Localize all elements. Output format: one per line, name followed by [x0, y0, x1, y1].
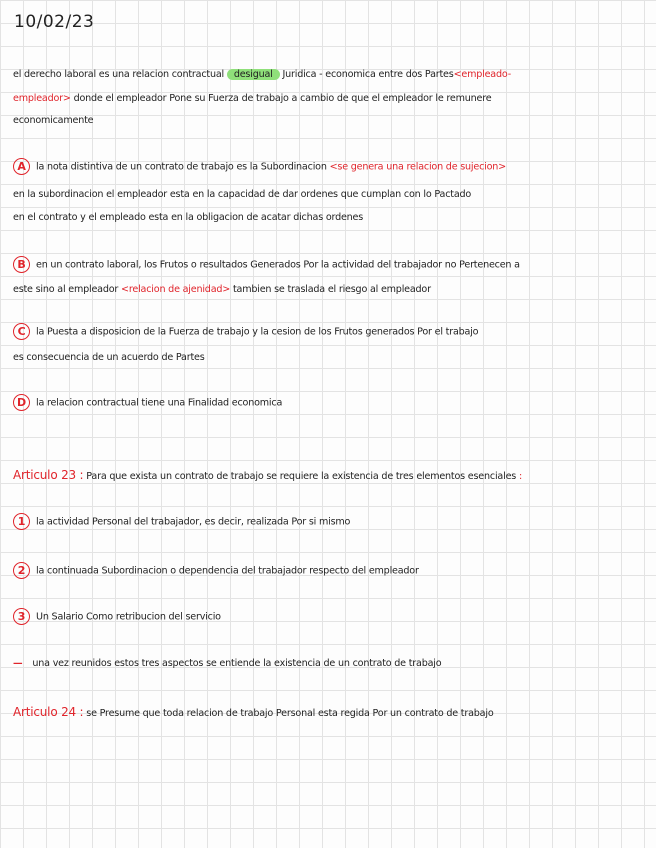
point-text: la Puesta a disposicion de la Fuerza de trabajo y la cesion de los Frutos generados Por el trabajo	[36, 326, 479, 338]
element-text: Un Salario Como retribucion del servicio	[36, 611, 221, 623]
point-text: la relacion contractual tiene una Finalidad economica	[36, 397, 283, 409]
number-badge-2: 2	[13, 562, 30, 579]
point-a-line-2	[13, 186, 645, 203]
summary-line	[13, 655, 645, 672]
highlighted-word: desigual	[227, 69, 280, 80]
element-text: la actividad Personal del trabajador, es decir, realizada Por si mismo	[36, 516, 351, 528]
element-item-1	[13, 513, 645, 531]
article-24-title: Articulo 24 :	[13, 705, 84, 719]
number-badge-3: 3	[13, 608, 30, 625]
note-date: 10/02/23	[14, 12, 95, 32]
point-text: es consecuencia de un acuerdo de Partes	[13, 352, 205, 363]
point-bracket-text: <se genera una relacion de sujecion>	[329, 161, 507, 173]
point-text: en el contrato y el empleado esta en la obligacion de acatar dichas ordenes	[13, 212, 364, 223]
summary-text: una vez reunidos estos tres aspectos se entiende la existencia de un contrato de trabajo	[32, 658, 442, 669]
point-text: en un contrato laboral, los Frutos o resultados Generados Por la actividad del trabajador no Pertenecen a	[36, 259, 520, 271]
point-c-line-1	[13, 323, 645, 341]
element-item-2	[13, 562, 645, 580]
article-23-heading	[13, 467, 645, 485]
intro-line-3	[13, 112, 645, 129]
article-24-line	[13, 704, 645, 722]
point-bracket-text: <relacion de ajenidad>	[121, 284, 231, 295]
intro-line-1	[13, 66, 645, 83]
intro-text: el derecho laboral es una relacion contractual	[13, 69, 227, 80]
intro-text: economicamente	[13, 115, 94, 126]
letter-badge-c: C	[13, 323, 30, 340]
point-text: este sino al empleador	[13, 284, 122, 295]
point-c-line-2	[13, 349, 645, 366]
article-23-title: Articulo 23 :	[13, 468, 84, 482]
point-text: en la subordinacion el empleador esta en la capacidad de dar ordenes que cumplan con lo Pactado	[13, 189, 472, 200]
point-text: tambien se traslada el riesgo al empleador	[230, 284, 431, 295]
letter-badge-d: D	[13, 394, 30, 411]
letter-badge-a: A	[13, 158, 30, 175]
point-text: la nota distintiva de un contrato de trabajo es la Subordinacion	[36, 161, 330, 173]
intro-line-2	[13, 90, 645, 107]
intro-bracket-text: empleador>	[13, 93, 71, 104]
dash-mark: —	[13, 658, 23, 669]
element-item-3	[13, 608, 645, 626]
point-d-line-1	[13, 394, 645, 412]
point-a-line-3	[13, 209, 645, 226]
point-a-line-1	[13, 158, 645, 176]
number-badge-1: 1	[13, 513, 30, 530]
point-b-line-1	[13, 256, 645, 274]
letter-badge-b: B	[13, 256, 30, 273]
article-23-text: Para que exista un contrato de trabajo se requiere la existencia de tres elementos esenciales	[86, 471, 517, 482]
point-b-line-2	[13, 281, 645, 298]
intro-bracket-text: <empleado-	[453, 69, 511, 80]
article-23-colon: :	[518, 471, 522, 482]
element-text: la continuada Subordinacion o dependencia del trabajador respecto del empleador	[36, 565, 419, 577]
intro-text: Juridica - economica entre dos Partes	[279, 69, 454, 80]
intro-text: donde el empleador Pone su Fuerza de trabajo a cambio de que el empleador le remunere	[70, 93, 492, 104]
article-24-text: se Presume que toda relacion de trabajo Personal esta regida Por un contrato de trabajo	[86, 708, 494, 719]
